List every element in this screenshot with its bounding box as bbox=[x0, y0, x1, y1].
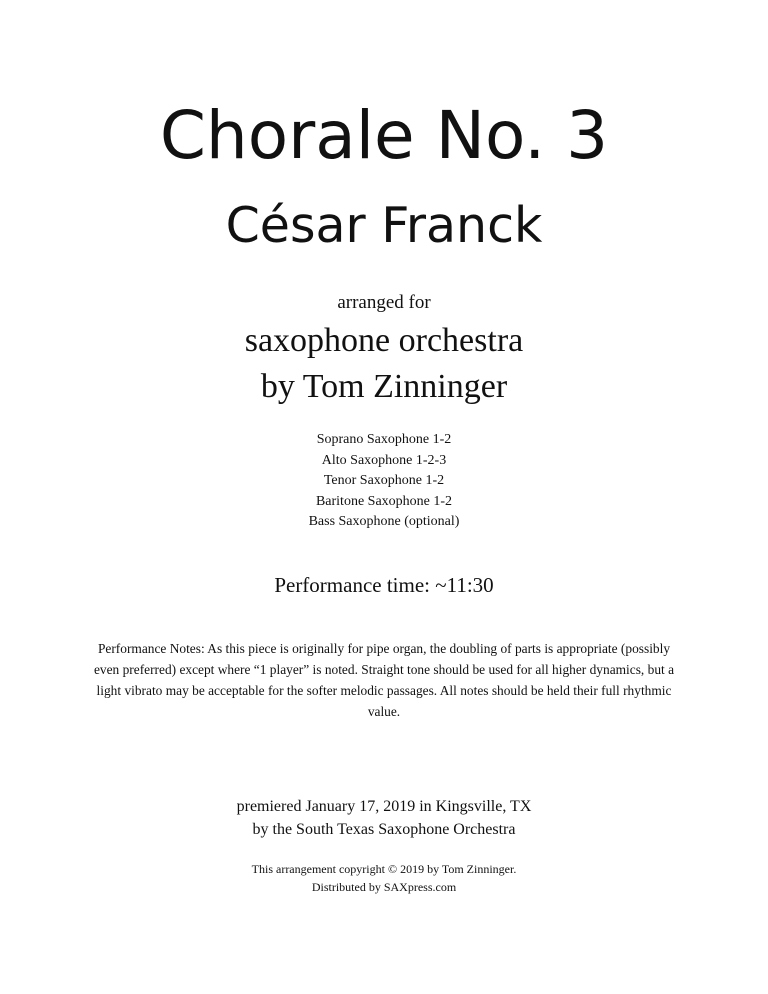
performance-time: Performance time: ~11:30 bbox=[274, 573, 494, 597]
premiere-ensemble: by the South Texas Saxophone Orchestra bbox=[252, 821, 516, 838]
composer-name: César Franck bbox=[225, 197, 543, 254]
piece-title: Chorale No. 3 bbox=[159, 97, 609, 174]
instrument-item: Soprano Saxophone 1-2 bbox=[316, 432, 452, 447]
premiere-date-location: premiered January 17, 2019 in Kingsville, TX bbox=[236, 798, 532, 815]
instrument-item: Alto Saxophone 1-2-3 bbox=[321, 452, 447, 468]
copyright-line: This arrangement copyright © 2019 by Tom Zinninger. bbox=[251, 862, 517, 876]
copyright-notice bbox=[0, 860, 768, 896]
performance-notes: Performance Notes: As this piece is originally for pipe organ, the doubling of parts is appropriate (possibly even preferred) except where “1 player” is noted. Straight tone should be used for all higher dynamics, but a light vibrato may be acceptable for the softer melodic passages. All notes should be held their full rhythmic value. bbox=[93, 641, 675, 719]
premiere-info bbox=[0, 795, 768, 841]
arranger-credit: by Tom Zinninger bbox=[260, 368, 508, 405]
ensemble-name: saxophone orchestra bbox=[244, 322, 524, 359]
instrument-item: Bass Saxophone (optional) bbox=[308, 514, 460, 529]
arranged-for-label: arranged for bbox=[337, 292, 431, 313]
instrumentation-list bbox=[0, 430, 768, 533]
instrument-item: Baritone Saxophone 1-2 bbox=[315, 493, 453, 509]
instrument-item: Tenor Saxophone 1-2 bbox=[323, 473, 445, 488]
distributor-line: Distributed by SAXpress.com bbox=[311, 880, 457, 894]
